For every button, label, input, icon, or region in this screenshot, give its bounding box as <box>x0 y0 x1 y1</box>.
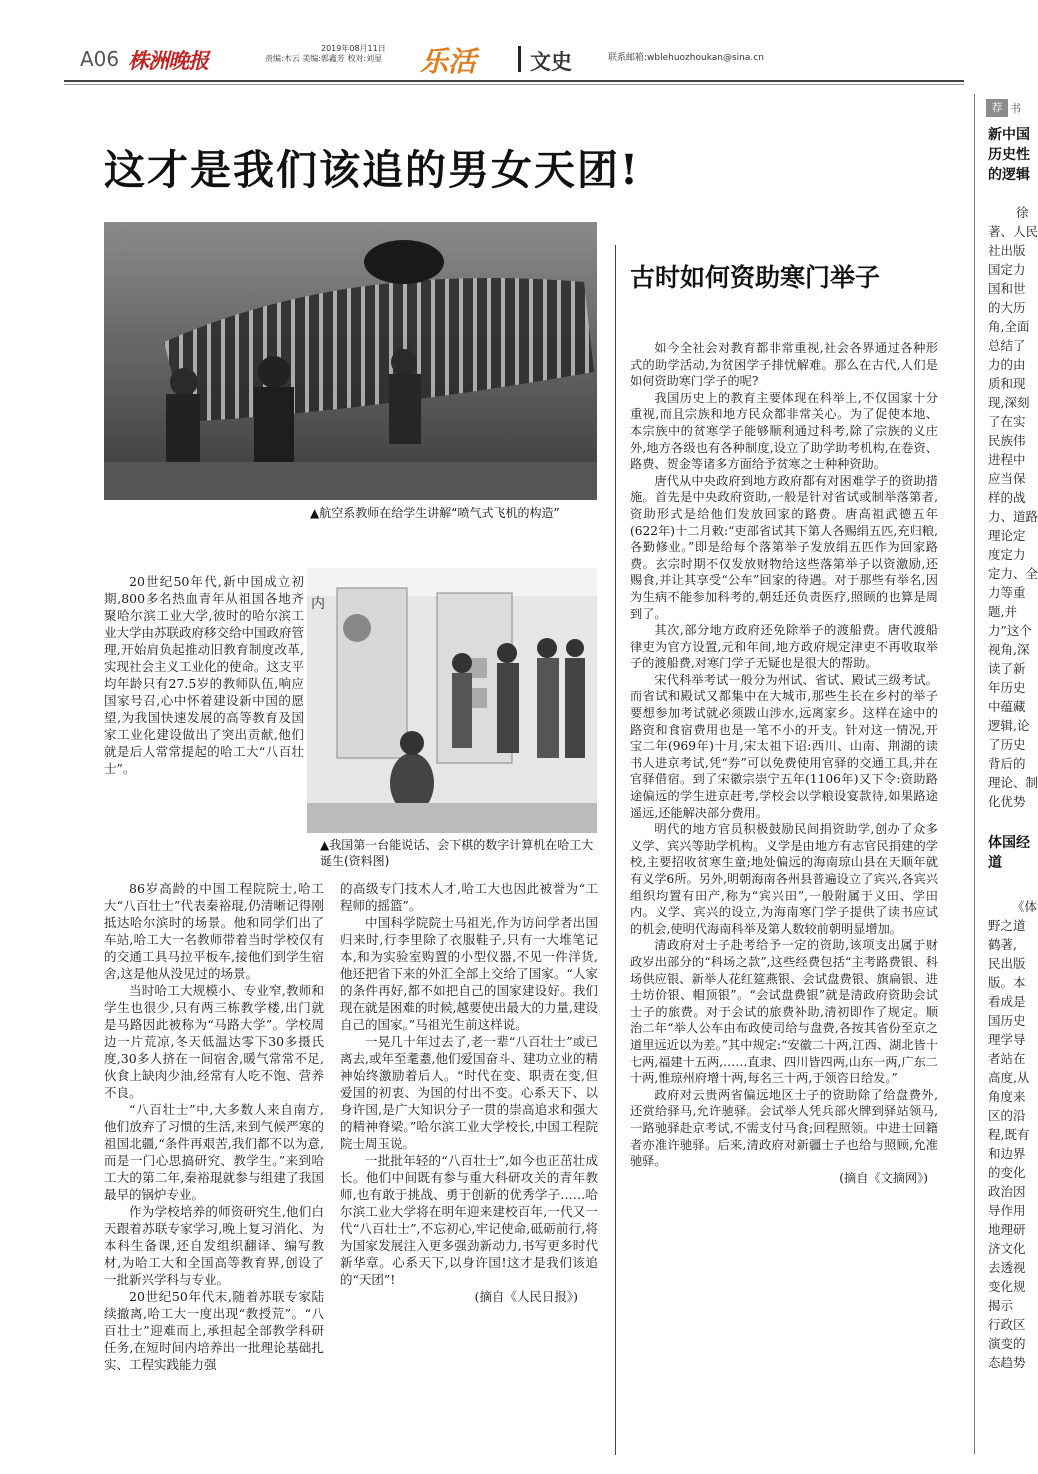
text-line: 的大历 <box>988 300 1026 315</box>
sidebar-book1-title <box>988 125 1032 185</box>
text-line: 者站在 <box>988 1051 1026 1066</box>
text-line: 的变化 <box>988 1165 1026 1180</box>
paragraph: 一批批年轻的“八百壮士”,如今也正茁壮成长。他们中间既有参与重大科研攻关的青年教师,也有敢于挑战、勇于创新的优秀学子……哈尔滨工业大学将在明年迎来建校百年,一代又一代“八百壮士”,不忘初心,牢记使命,砥砺前行,将为国家发展注入更多强劲新动力,书写更多时代新华章。心系天下,以身许国!这才是我们该追的“天团”! <box>340 1153 598 1287</box>
text-line: 力的由 <box>988 357 1026 372</box>
contact-email: 联系邮箱:wblehuozhoukan@sina.cn <box>608 53 764 63</box>
title-line: 历史性 <box>988 147 1030 163</box>
text-line: 态趋势 <box>988 1355 1026 1370</box>
text-line: 了在实 <box>988 414 1026 429</box>
text-line: 社出版 <box>988 243 1026 258</box>
text-line: 度定力 <box>988 547 1026 562</box>
recommend-badge-tail: 书 <box>1010 102 1021 115</box>
photo1-caption: ▲航空系教师在给学生讲解“喷气式飞机的构造” <box>310 506 560 520</box>
text-line: 导作用 <box>988 1203 1026 1218</box>
section-logo: 乐活 <box>420 45 477 78</box>
text-line: 题,并 <box>988 604 1017 619</box>
paragraph: 明代的地方官员积极鼓励民间捐资助学,创办了众多义学、宾兴等助学机构。义学是由地方有志官民捐建的学校,主要招收贫寒生童;地处偏远的海南琼山县在天顺年就有义学6所。另外,明朝海南各州县普遍设立了宾兴,各宾兴组织均置有田产,称为“宾兴田”,一般附属于义田、学田内。义学、宾兴的设立,为海南寒门学子提供了读书应试的机会,使明代海南科举及第人数较前朝明显增加。 <box>630 822 939 936</box>
sidebar-book2-text <box>988 897 1038 1372</box>
text-line: 区的沿 <box>988 1108 1026 1123</box>
page-number: A06 <box>80 47 120 71</box>
article1-col-left-top <box>104 573 304 777</box>
main-headline: 这才是我们该追的男女天团! <box>104 146 640 194</box>
text-line: 进程中 <box>988 452 1026 467</box>
editors-line: 责编:木云 美编:郭鑫芳 校对:刘显 <box>265 54 383 63</box>
text-line: 和边界 <box>988 1146 1026 1161</box>
paragraph: 20世纪50年代,新中国成立初期,800多名热血青年从祖国各地齐聚哈尔滨工业大学,彼时的哈尔滨工业大学由苏联政府移交给中国政府管理,开始肩负起推动旧教育制度改革,实现社会主义工业化的使命。这支平均年龄只有27.5岁的教师队伍,响应国家号召,心中怀着建设新中国的愿望,为我国快速发展的高等教育及国家工业化建设做出了突出贡献,他们就是后人常常提起的哈工大“八百壮士”。 <box>104 574 305 776</box>
column-divider <box>615 245 616 1455</box>
text-line: 定力、全 <box>988 566 1038 581</box>
header-rule-thin <box>64 84 964 85</box>
text-line: 看成是 <box>988 994 1026 1009</box>
title-line: 体国经 <box>988 835 1030 851</box>
text-line: 演变的 <box>988 1336 1026 1351</box>
text-line: 政治因 <box>988 1184 1026 1199</box>
text-line: 程,既有 <box>988 1127 1030 1142</box>
header-rule <box>64 80 964 82</box>
title-line: 的逻辑 <box>988 167 1030 183</box>
issue-date: 2019年08月11日 <box>321 44 386 53</box>
paragraph: 20世纪50年代末,随着苏联专家陆续撤离,哈工大一度出现“教授荒”。“八百壮士”迎难而上,承担起全部教学科研任务,在短时间内培养出一批理论基础扎实、工程实践能力强 <box>104 1289 324 1372</box>
paragraph: 宋代科举考试一般分为州试、省试、殿试三级考试。而省试和殿试又都集中在大城市,那些生长在乡村的举子要想参加考试就必须跋山涉水,远离家乡。这样在途中的路资和食宿费用也是一笔不小的开支。针对这一情况,开宝二年(969年)十月,宋太祖下诏:西川、山南、荆湖的读书人进京考试,凭“券”可以免费使用官驿的交通工具,并在官驿借宿。到了宋徽宗崇宁五年(1106年)又下令:资助路途偏远的学生进京赶考,学校会以学粮设宴款待,如果路途遥远,还能解决部分费用。 <box>630 672 938 820</box>
text-line: 国和世 <box>988 281 1026 296</box>
article1-col-mid <box>340 880 598 1305</box>
header-divider <box>518 46 521 72</box>
text-line: 年历史 <box>988 680 1026 695</box>
photo-computer-image <box>307 568 597 833</box>
text-line: 化优势 <box>988 794 1026 809</box>
text-line: 野之道 <box>988 918 1026 933</box>
text-line: 《体 <box>1012 899 1038 914</box>
article1-source: (摘自《人民日报》) <box>474 1289 578 1304</box>
paragraph: 作为学校培养的师资研究生,他们白天跟着苏联专家学习,晚上复习消化、为本科生备课,还自发组织翻译、编写教材,为哈工大和全国高等教育界,创设了一批新兴学科与专业。 <box>104 1204 324 1287</box>
sidebar-book1-text <box>988 203 1038 811</box>
text-line: 力、道路 <box>988 509 1038 524</box>
text-line: 力”这个 <box>988 623 1032 638</box>
text-line: 变化规 <box>988 1279 1026 1294</box>
text-line: 质和现 <box>988 376 1026 391</box>
text-line: 去透视 <box>988 1260 1026 1275</box>
text-line: 济文化 <box>988 1241 1026 1256</box>
paragraph: 其次,部分地方政府还免除举子的渡船费。唐代渡船律吏为官方设置,元和年间,地方政府规定津吏不再收取举子的渡船费,对寒门学子无疑也是很大的帮助。 <box>630 623 938 671</box>
article2-source: (摘自《文摘网》) <box>839 1170 928 1185</box>
recommend-badge: 荐 <box>986 99 1008 117</box>
text-line: 行政区 <box>988 1317 1026 1332</box>
text-line: 了历史 <box>988 737 1026 752</box>
paragraph: 中国科学院院士马祖光,作为访问学者出国归来时,行李里除了衣服鞋子,只有一大堆笔记本,和为实验室购置的小型仪器,不见一件洋货,他还把省下来的外汇全部上交给了国家。“人家的条件再好,都不如把自己的国家建设好。我们现在就是困难的时候,越要使出最大的力量,建设自己的国家。”马祖光生前这样说。 <box>340 915 598 1032</box>
sidebar-book2-title <box>988 833 1032 873</box>
text-line: 样的战 <box>988 490 1026 505</box>
text-line: 著、人民 <box>988 224 1038 239</box>
text-line: 民出版 <box>988 956 1026 971</box>
title-line: 新中国 <box>988 127 1030 143</box>
text-line: 徐 <box>1016 205 1029 220</box>
article2-title: 古时如何资助寒门举子 <box>630 263 881 292</box>
text-line: 应当保 <box>988 471 1026 486</box>
text-line: 视角,深 <box>988 642 1030 657</box>
sidebar-divider <box>974 94 975 1454</box>
text-line: 揭示 <box>988 1298 1014 1313</box>
text-line: 读了新 <box>988 661 1026 676</box>
text-line: 民族伟 <box>988 433 1026 448</box>
sidebar-content <box>988 125 1038 1465</box>
photo-jet-engine <box>104 222 597 500</box>
text-line: 鹤著, <box>988 937 1017 952</box>
paragraph: 如今全社会对教育都非常重视,社会各界通过各种形式的助学活动,为贫困学子排忧解难。那么在古代,人们是如何资助寒门学子的呢? <box>630 341 938 389</box>
article1-col-left-bottom <box>104 880 324 1373</box>
text-line: 现,深刻 <box>988 395 1030 410</box>
text-line: 高度,从 <box>988 1070 1030 1085</box>
paragraph: 政府对云贵两省偏远地区士子的资助除了给盘费外,还赏给驿马,允许驰驿。会试举人凭兵部火牌到驿站领马,一路驰驿赴京考试,不需支付马食;回程照领。中进士回籍者亦准许驰驿。后来,清政府对新疆士子也给与照顾,允准驰驿。 <box>630 1087 938 1169</box>
paragraph: 的高级专门技术人才,哈工大也因此被誉为“工程师的摇篮”。 <box>340 881 598 913</box>
photo-computer <box>307 568 597 833</box>
section-name: 文史 <box>530 50 572 74</box>
photo2-sign: 内 <box>311 596 325 612</box>
text-line: 国历史 <box>988 1013 1026 1028</box>
paragraph: 我国历史上的教育主要体现在科举上,不仅国家十分重视,而且宗族和地方民众都非常关心。为了促使本地、本宗族中的贫寒学子能够顺利通过科考,除了宗族的义庄外,地方各级也有各种制度,设立了助学助考机构,在卷资、路费、贺金等诸多方面给予贫寒之士种种资助。 <box>630 390 938 472</box>
text-line: 背后的 <box>988 756 1026 771</box>
text-line: 理论定 <box>988 528 1026 543</box>
text-line: 逻辑,论 <box>988 718 1030 733</box>
text-line: 角度来 <box>988 1089 1026 1104</box>
article2-body <box>630 340 938 1186</box>
text-line: 版。本 <box>988 975 1026 990</box>
photo-jet-engine-image <box>104 222 597 500</box>
paragraph: 当时哈工大规模小、专业窄,教师和学生也很少,只有两三栋教学楼,出门就是马路因此被称为“马路大学”。学校周边一片荒凉,冬天低温达零下30多摄氏度,30多人挤在一间宿舍,暖气常常不足,伙食上缺肉少油,经常有人吃不饱、营养不良。 <box>104 983 324 1100</box>
paragraph: 86岁高龄的中国工程院院士,哈工大“八百壮士”代表秦裕琨,仍清晰记得刚抵达哈尔滨时的场景。他和同学们出了车站,哈工大一名教师带着当时学校仅有的交通工具马拉平板车,接他们到学生宿舍,这是他从没见过的场景。 <box>104 881 324 981</box>
text-line: 理论、制 <box>988 775 1038 790</box>
paragraph: 唐代从中央政府到地方政府都有对困难学子的资助措施。首先是中央政府资助,一般是针对省试或制举落第者,资助形式是给他们发放回家的路费。唐高祖武德五年(622年)十二月敕:“吏部省试其下第人各赐绢五匹,充归粮,各勤修业。”即是给每个落第举子发放绢五匹作为回家路费。玄宗时期不仅发放财物给这些落第举子以资激励,还赐食,并让其享受“公车”回家的待遇。对于那些有举名,因为生病不能参加科考的,朝廷还负责医疗,照顾的也算是周到了。 <box>630 473 938 621</box>
text-line: 理学导 <box>988 1032 1026 1047</box>
text-line: 国定力 <box>988 262 1026 277</box>
text-line: 中蕴藏 <box>988 699 1026 714</box>
photo2-caption: ▲我国第一台能说话、会下棋的数字计算机在哈工大诞生(资料图) <box>320 838 594 868</box>
text-line: 角,全面 <box>988 319 1030 334</box>
paragraph: “八百壮士”中,大多数人来自南方,他们放弃了习惯的生活,来到气候严寒的祖国北疆,“条件再艰苦,我们都不以为意,而是一门心思搞研究、教学生。”来到哈工大的第二年,秦裕琨就参与组建了我国最早的锅炉专业。 <box>104 1102 324 1202</box>
paragraph: 一晃几十年过去了,老一辈“八百壮士”或已离去,或年至耄耋,他们爱国奋斗、建功立业的精神始终激励着后人。“时代在变、职责在变,但爱国的初衷、为国的付出不变。心系天下、以身许国,是广大知识分子一贯的崇高追求和强大的精神脊梁。”哈尔滨工业大学校长,中国工程院院士周玉说。 <box>340 1034 598 1151</box>
text-line: 力等重 <box>988 585 1026 600</box>
newspaper-name: 株洲晚报 <box>128 48 208 73</box>
paragraph: 清政府对士子赴考给予一定的资助,该项支出属于财政岁出部分的“科场之款”,这些经费包括“主考路费银、科场供应银、新举人花红筵燕银、会试盘费银、旗扁银、进士坊价银、帽顶银”。“会试盘费银”就是清政府资助会试士子的旅费。对于会试的旅费补助,清初即作了规定。顺治二年“举人公车由布政使司给与盘费,各按其省份至京之道里远近以为差。”其中规定:“安徽二十两,江西、湖北皆十七两,福建十五两,……直隶、四川皆四两,山东一两,广东二十两,惟琼州府增十两,每名三十两,于领咨日给发。” <box>630 938 938 1086</box>
text-line: 地理研 <box>988 1222 1026 1237</box>
text-line: 总结了 <box>988 338 1026 353</box>
title-line: 道 <box>988 855 1002 871</box>
header-meta <box>265 44 386 64</box>
